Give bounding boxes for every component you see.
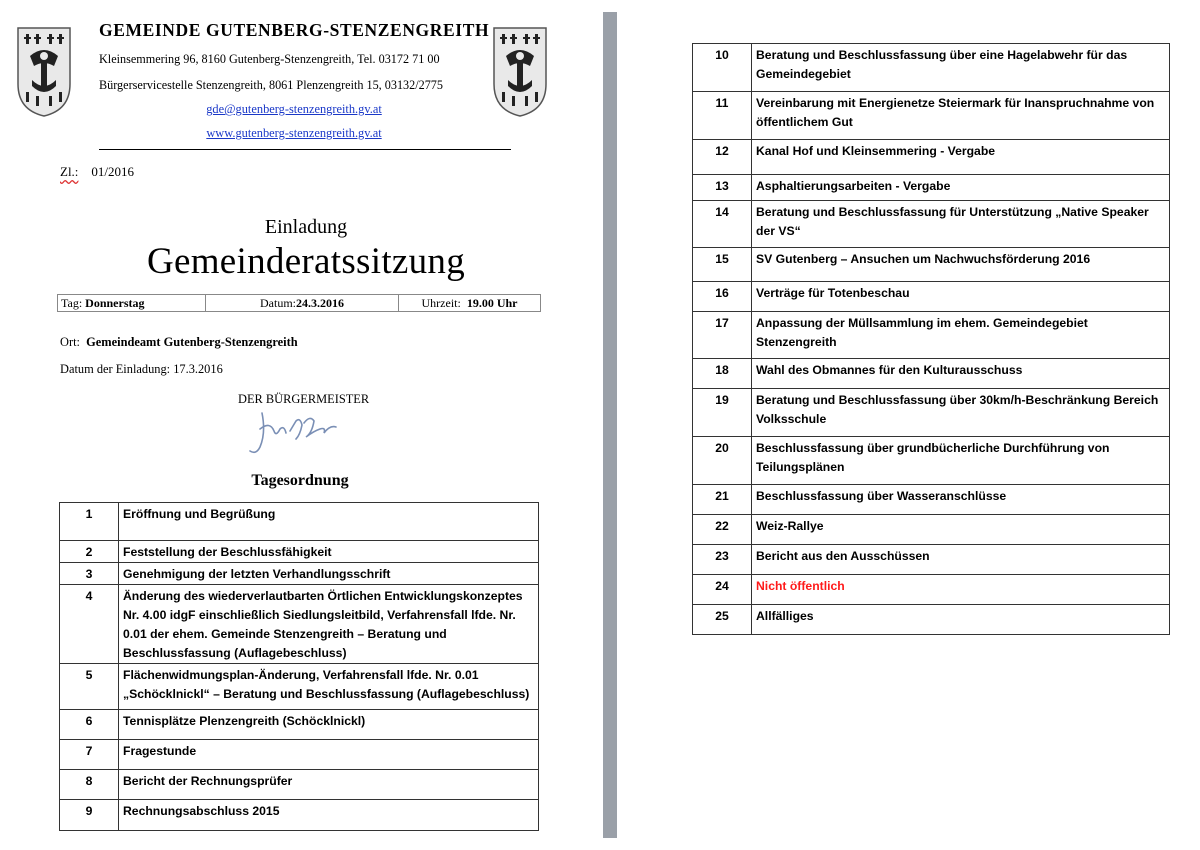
table-row xyxy=(60,541,539,563)
table-row xyxy=(693,44,1170,92)
table-row xyxy=(60,740,539,770)
agenda-text: Beratung und Beschlussfassung über eine Hagelabwehr für das Gemeindegebiet xyxy=(752,44,1170,92)
table-row xyxy=(60,770,539,800)
invitation-title: Gemeinderatssitzung xyxy=(146,241,466,282)
meeting-place xyxy=(60,335,298,350)
agenda-number: 19 xyxy=(693,389,752,437)
agenda-text: Verträge für Totenbeschau xyxy=(752,282,1170,312)
table-row xyxy=(60,563,539,585)
table-row xyxy=(693,92,1170,140)
table-row xyxy=(693,248,1170,282)
agenda-table-part2 xyxy=(692,43,1170,635)
reference-value: 01/2016 xyxy=(91,164,135,179)
agenda-number: 5 xyxy=(60,664,119,710)
day-value: Donnerstag xyxy=(85,295,145,310)
agenda-text: Genehmigung der letzten Verhandlungsschrift xyxy=(119,563,539,585)
agenda-number: 13 xyxy=(693,175,752,201)
agenda-number: 4 xyxy=(60,585,119,664)
invitation-label: Einladung xyxy=(264,216,348,238)
letterhead-divider xyxy=(99,149,511,150)
agenda-number: 2 xyxy=(60,541,119,563)
table-row xyxy=(693,389,1170,437)
table-row xyxy=(60,503,539,541)
agenda-number: 1 xyxy=(60,503,119,541)
time-label: Uhrzeit: xyxy=(421,295,461,310)
date-value: 24.3.2016 xyxy=(296,295,344,310)
agenda-number: 10 xyxy=(693,44,752,92)
agenda-text: Änderung des wiederverlautbarten Örtlichen Entwicklungskonzeptes Nr. 4.00 idgF einschließlich Siedlungsleitbild, Verfahrensfall lfde. Nr. 0.01 der ehem. Gemeinde Stenzengreith – Beratung und Beschlussfassung (Auflagebeschluss) xyxy=(119,585,539,664)
agenda-text: Rechnungsabschluss 2015 xyxy=(119,800,539,831)
agenda-number: 14 xyxy=(693,201,752,248)
agenda-text: Bericht der Rechnungsprüfer xyxy=(119,770,539,800)
agenda-number: 20 xyxy=(693,437,752,485)
agenda-number: 21 xyxy=(693,485,752,515)
agenda-number: 7 xyxy=(60,740,119,770)
table-row xyxy=(693,140,1170,175)
agenda-text: Flächenwidmungsplan-Änderung, Verfahrensfall lfde. Nr. 0.01 „Schöcklnickl“ – Beratung und Beschlussfassung (Auflagebeschluss) xyxy=(119,664,539,710)
agenda-text: Feststellung der Beschlussfähigkeit xyxy=(119,541,539,563)
agenda-text: Wahl des Obmannes für den Kulturausschuss xyxy=(752,359,1170,389)
meeting-time xyxy=(399,295,540,311)
email-link[interactable]: gde@gutenberg-stenzengreith.gv.at xyxy=(206,102,382,116)
agenda-number: 11 xyxy=(693,92,752,140)
coat-of-arms-icon xyxy=(492,26,548,118)
table-row xyxy=(693,312,1170,359)
agenda-number: 8 xyxy=(60,770,119,800)
agenda-table-part1 xyxy=(59,502,539,831)
table-row xyxy=(60,585,539,664)
reference-number xyxy=(60,164,134,180)
page-divider xyxy=(603,12,617,838)
agenda-number: 3 xyxy=(60,563,119,585)
table-row xyxy=(693,485,1170,515)
place-label: Ort: xyxy=(60,335,80,349)
table-row xyxy=(693,201,1170,248)
table-row xyxy=(693,359,1170,389)
table-row xyxy=(693,545,1170,575)
agenda-text: Tennisplätze Plenzengreith (Schöcklnickl) xyxy=(119,710,539,740)
agenda-text: Beratung und Beschlussfassung für Unterstützung „Native Speaker der VS“ xyxy=(752,201,1170,248)
table-row xyxy=(693,575,1170,605)
agenda-number: 17 xyxy=(693,312,752,359)
agenda-text: Beschlussfassung über grundbücherliche Durchführung von Teilungsplänen xyxy=(752,437,1170,485)
agenda-text: Anpassung der Müllsammlung im ehem. Gemeindegebiet Stenzengreith xyxy=(752,312,1170,359)
table-row xyxy=(693,175,1170,201)
agenda-number: 15 xyxy=(693,248,752,282)
agenda-number: 22 xyxy=(693,515,752,545)
agenda-number: 25 xyxy=(693,605,752,635)
place-value: Gemeindeamt Gutenberg-Stenzengreith xyxy=(86,335,298,349)
table-row xyxy=(693,605,1170,635)
letterhead-address: Kleinsemmering 96, 8160 Gutenberg-Stenzengreith, Tel. 03172 71 00 xyxy=(99,52,440,66)
mayor-title: DER BÜRGERMEISTER xyxy=(238,392,370,406)
agenda-number: 24 xyxy=(693,575,752,605)
agenda-text: Asphaltierungsarbeiten - Vergabe xyxy=(752,175,1170,201)
agenda-number: 23 xyxy=(693,545,752,575)
table-row xyxy=(693,282,1170,312)
agenda-text: Eröffnung und Begrüßung xyxy=(119,503,539,541)
meeting-info-bar xyxy=(57,294,541,312)
agenda-text: Allfälliges xyxy=(752,605,1170,635)
time-value: 19.00 Uhr xyxy=(466,295,518,310)
letterhead-title: GEMEINDE GUTENBERG-STENZENGREITH xyxy=(99,20,490,40)
agenda-number: 6 xyxy=(60,710,119,740)
website-link[interactable]: www.gutenberg-stenzengreith.gv.at xyxy=(206,126,382,140)
signature-image xyxy=(240,407,350,459)
agenda-number: 18 xyxy=(693,359,752,389)
date-label: Datum: xyxy=(260,295,296,310)
day-label: Tag: xyxy=(61,295,83,310)
agenda-number: 12 xyxy=(693,140,752,175)
agenda-number: 9 xyxy=(60,800,119,831)
table-row xyxy=(60,710,539,740)
letterhead-service-office: Bürgerservicestelle Stenzengreith, 8061 Plenzengreith 15, 03132/2775 xyxy=(99,78,443,92)
agenda-text: Fragestunde xyxy=(119,740,539,770)
agenda-text: Vereinbarung mit Energienetze Steiermark für Inanspruchnahme von öffentlichem Gut xyxy=(752,92,1170,140)
agenda-text: SV Gutenberg – Ansuchen um Nachwuchsförderung 2016 xyxy=(752,248,1170,282)
meeting-date xyxy=(206,295,399,311)
agenda-heading: Tagesordnung xyxy=(251,472,349,489)
invitation-date: Datum der Einladung: 17.3.2016 xyxy=(60,362,223,376)
agenda-text: Bericht aus den Ausschüssen xyxy=(752,545,1170,575)
agenda-text: Weiz-Rallye xyxy=(752,515,1170,545)
coat-of-arms-icon xyxy=(16,26,72,118)
reference-label: Zl.: xyxy=(60,164,79,179)
agenda-text: Beschlussfassung über Wasseranschlüsse xyxy=(752,485,1170,515)
agenda-text: Beratung und Beschlussfassung über 30km/h-Beschränkung Bereich Volksschule xyxy=(752,389,1170,437)
agenda-text: Kanal Hof und Kleinsemmering - Vergabe xyxy=(752,140,1170,175)
agenda-number: 16 xyxy=(693,282,752,312)
table-row xyxy=(60,664,539,710)
agenda-text-private: Nicht öffentlich xyxy=(752,575,1170,605)
table-row xyxy=(693,437,1170,485)
table-row xyxy=(693,515,1170,545)
meeting-day xyxy=(58,295,206,311)
table-row xyxy=(60,800,539,831)
